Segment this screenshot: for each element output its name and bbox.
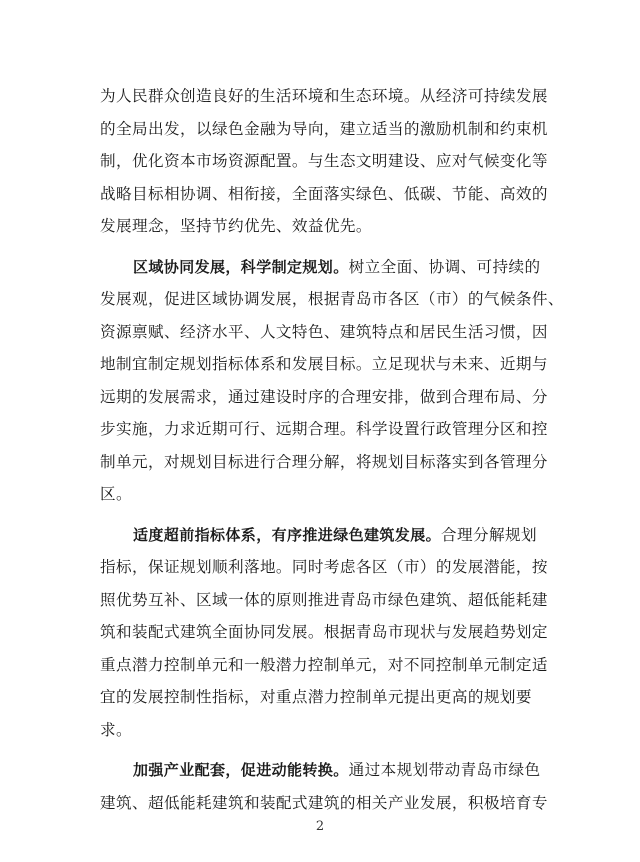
paragraph-line: 资源禀赋、经济水平、人文特色、建筑特点和居民生活习惯，因 — [100, 322, 548, 341]
paragraph-heading: 区域协同发展，科学制定规划。 — [133, 257, 349, 276]
paragraph-line: 步实施，力求近期可行、远期合理。科学设置行政管理分区和控 — [100, 420, 548, 438]
paragraph-heading: 适度超前指标体系，有序推进绿色建筑发展。 — [133, 525, 442, 544]
paragraph-text: 合理分解规划 — [441, 525, 537, 544]
paragraph-line: 筑和装配式建筑全面协同发展。根据青岛市现状与发展趋势划定 — [100, 623, 548, 641]
paragraph-line: 建筑、超低能耗建筑和装配式建筑的相关产业发展，积极培育专 — [100, 793, 548, 812]
paragraph-line: 重点潜力控制单元和一般潜力控制单元，对不同控制单元制定适 — [100, 655, 548, 674]
paragraph-line: 制，优化资本市场资源配置。与生态文明建设、应对气候变化等 — [100, 152, 548, 170]
paragraph-line: 制单元，对规划目标进行合理分解，将规划目标落实到各管理分 — [100, 452, 548, 471]
paragraph-line: 发展理念，坚持节约优先、效益优先。 — [100, 217, 372, 235]
paragraph-line: 宜的发展控制性指标，对重点潜力控制单元提出更高的规划要 — [100, 688, 532, 706]
paragraph-line: 的全局出发，以绿色金融为导向，建立适当的激励机制和约束机 — [100, 119, 548, 138]
paragraph-first-line — [100, 754, 540, 787]
paragraph-line: 为人民群众创造良好的生活环境和生态环境。从经济可持续发展 — [100, 87, 548, 105]
paragraph-line: 远期的发展需求，通过建设时序的合理安排，做到合理布局、分 — [100, 387, 548, 406]
paragraph-heading: 加强产业配套，促进动能转换。 — [133, 761, 349, 779]
paragraph-line: 地制宜制定规划指标体系和发展目标。立足现状与未来、近期与 — [100, 355, 548, 373]
paragraph-line: 区。 — [100, 485, 132, 503]
paragraph-line: 求。 — [100, 720, 132, 739]
page-number: 2 — [315, 819, 325, 834]
paragraph-line: 照优势互补、区域一体的原则推进青岛市绿色建筑、超低能耗建 — [100, 590, 548, 609]
paragraph-first-line — [100, 251, 540, 284]
paragraph-line: 战略目标相协调、相衔接，全面落实绿色、低碳、节能、高效的 — [100, 184, 548, 203]
paragraph-line: 发展观，促进区域协调发展，根据青岛市各区（市）的气候条件、 — [100, 290, 564, 308]
paragraph-line: 指标，保证规划顺利落地。同时考虑各区（市）的发展潜能，按 — [100, 558, 548, 576]
paragraph-text: 树立全面、协调、可持续的 — [348, 257, 541, 276]
paragraph-first-line — [100, 519, 540, 552]
body-text — [100, 80, 564, 819]
paragraph-text: 通过本规划带动青岛市绿色 — [348, 761, 541, 779]
